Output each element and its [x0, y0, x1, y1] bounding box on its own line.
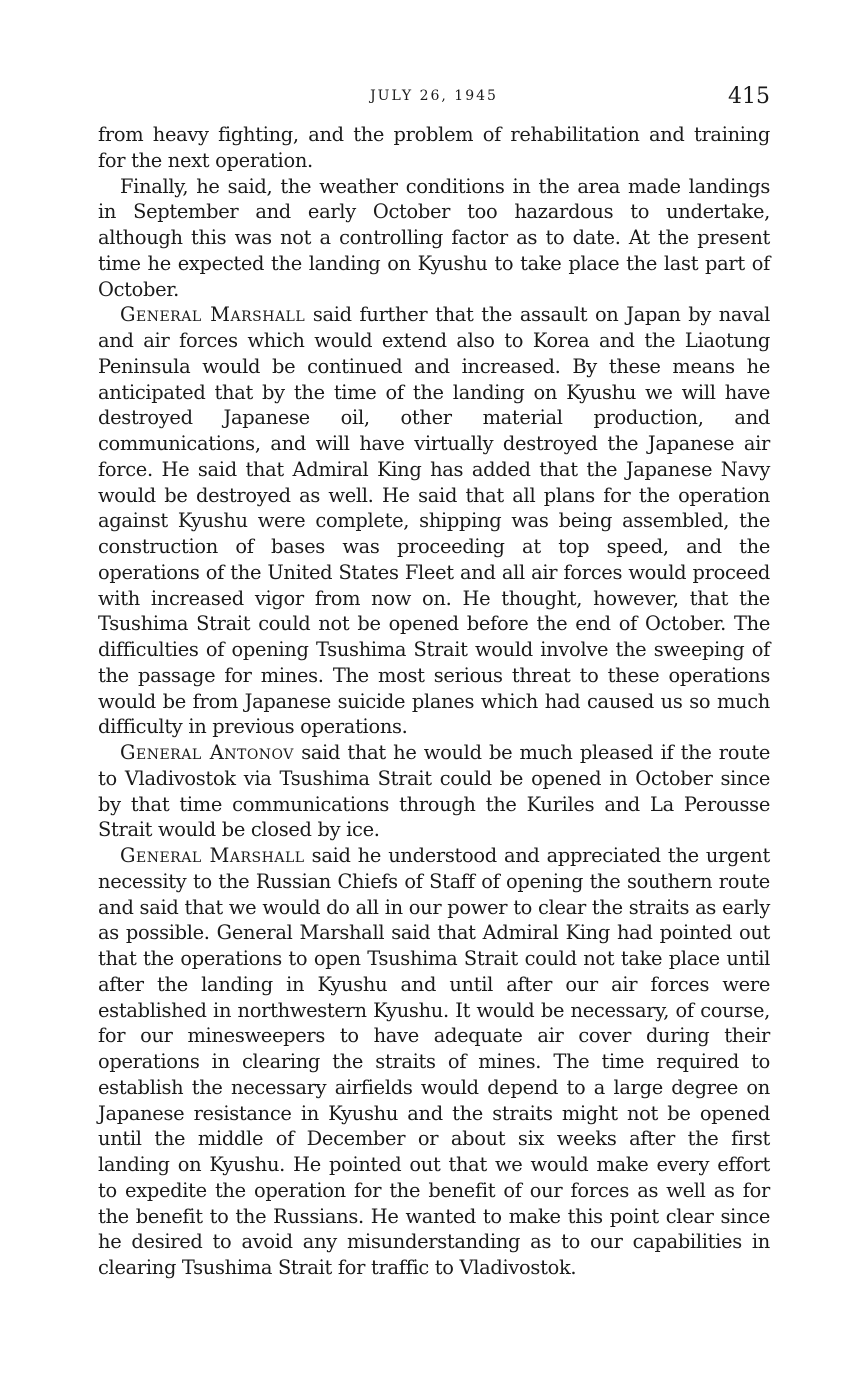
- paragraph-text: said that he would be much pleased if the route to Vladivostok via Tsushima Strait could be opened in October since by that time communications through the Kuriles and La Perousse Strait would be closed by ice.: [98, 741, 770, 842]
- paragraph-text: said he understood and appreciated the urgent necessity to the Russian Chiefs of Staff of opening the southern route and said that we would do all in our power to clear the straits as early as possible. General Marshall said that Admiral King had pointed out that the operations to open Tsushima Strait could not take place until after the landing in Kyushu and until after our air forces were established in northwestern Kyushu. It would be necessary, of course, for our minesweepers to have adequate air cover during their operations in clearing the straits of mines. The time required to establish the necessary airfields would depend to a large degree on Japanese resistance in Kyushu and the straits might not be opened until the middle of December or about six weeks after the first landing on Kyushu. He pointed out that we would make every effort to expedite the operation for the benefit of our forces as well as for the benefit to the Russians. He wanted to make this point clear since he desired to avoid any misunderstanding as to our capabilities in clearing Tsushima Strait for traffic to Vladivostok.: [98, 844, 770, 1279]
- running-head: [98, 78, 770, 122]
- paragraph: [98, 174, 770, 303]
- paragraph-text: from heavy fighting, and the problem of rehabilitation and training for the next operation.: [98, 123, 770, 172]
- speaker-name: General Marshall: [120, 844, 305, 867]
- speaker-name: General Marshall: [120, 303, 306, 327]
- paragraph: [98, 740, 770, 843]
- speaker-name: General Antonov: [120, 741, 294, 764]
- page-number: 415: [728, 84, 770, 109]
- document-page: [98, 78, 770, 1281]
- paragraph: [98, 302, 770, 740]
- paragraph: [98, 843, 770, 1281]
- paragraph-text: said further that the assault on Japan by naval and air forces which would extend also to Korea and the Liaotung Peninsula would be continued and increased. By these means he anticipated that by the time of the landing on Kyushu we will have destroyed Japanese oil, other material production, and communications, and will have virtually destroyed the Japanese air force. He said that Admiral King has added that the Japanese Navy would be destroyed as well. He said that all plans for the operation against Kyushu were complete, shipping was being assembled, the construction of bases was proceeding at top speed, and the operations of the United States Fleet and all air forces would proceed with increased vigor from now on. He thought, however, that the Tsushima Strait could not be opened before the end of October. The difficulties of opening Tsushima Strait would involve the sweeping of the passage for mines. The most serious threat to these operations would be from Japanese suicide planes which had caused us so much difficulty in previous operations.: [98, 303, 770, 739]
- paragraph: [98, 122, 770, 174]
- running-title: JULY 26, 1945: [370, 88, 498, 104]
- paragraph-text: Finally, he said, the weather conditions in the area made landings in September and early October too hazardous to undertake, although this was not a controlling factor as to date. At the present time he expected the landing on Kyushu to take place the last part of October.: [98, 174, 770, 301]
